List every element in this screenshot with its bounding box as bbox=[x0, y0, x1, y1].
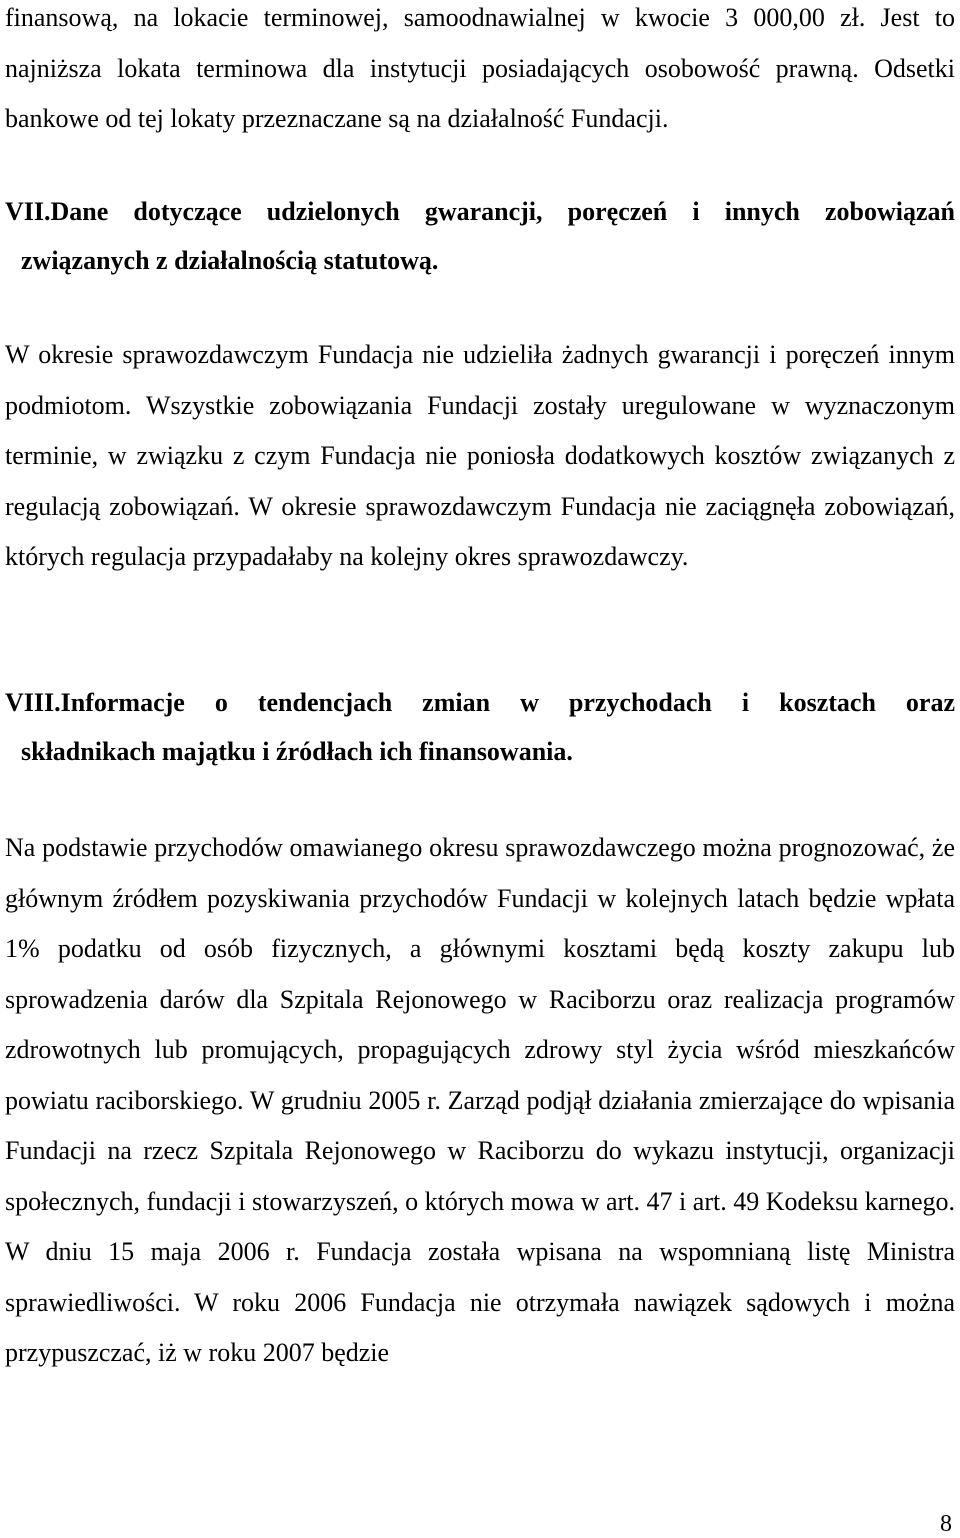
section-7-paragraph: W okresie sprawozdawczym Fundacja nie udzieliła żadnych gwarancji i poręczeń innym podmiotom. Wszystkie zobowiązania Fundacji zostały uregulowane w wyznaczonym terminie, w związku z czym Fundacja nie poniosła dodatkowych kosztów związanych z regulacją zobowiązań. W okresie sprawozdawczym Fundacja nie zaciągnęła zobowiązań, których regulacja przypadałaby na kolejny okres sprawozdawczy. bbox=[5, 340, 955, 571]
section-8-heading-line1 bbox=[5, 678, 955, 727]
section-7-title-line1: Dane dotyczące udzielonych gwarancji, poręczeń i innych zobowiązań bbox=[50, 197, 955, 226]
page-number: 8 bbox=[940, 1511, 952, 1537]
section-8-title-line1: Informacje o tendencjach zmian w przychodach i kosztach oraz bbox=[60, 688, 955, 717]
section-8-heading bbox=[5, 678, 955, 776]
section-7-heading bbox=[5, 187, 955, 285]
section-7-heading-line1 bbox=[5, 187, 955, 236]
intro-paragraph: finansową, na lokacie terminowej, samoodnawialnej w kwocie 3 000,00 zł. Jest to najniższa lokata terminowa dla instytucji posiadających osobowość prawną. Odsetki bankowe od tej lokaty przeznaczane są na działalność Fundacji. bbox=[5, 3, 955, 133]
section-7-title-line2: związanych z działalnością statutową. bbox=[21, 246, 439, 275]
section-8-number: VIII. bbox=[5, 688, 61, 717]
section-8-paragraph: Na podstawie przychodów omawianego okresu sprawozdawczego można prognozować, że głównym źródłem pozyskiwania przychodów Fundacji w kolejnych latach będzie wpłata 1% podatku od osób fizycznych, a głównymi kosztami będą koszty zakupu lub sprowadzenia darów dla Szpitala Rejonowego w Raciborzu oraz realizacja programów zdrowotnych lub promujących, propagujących zdrowy styl życia wśród mieszkańców powiatu raciborskiego. W grudniu 2005 r. Zarząd podjął działania zmierzające do wpisania Fundacji na rzecz Szpitala Rejonowego w Raciborzu do wykazu instytucji, organizacji społecznych, fundacji i stowarzyszeń, o których mowa w art. 47 i art. 49 Kodeksu karnego. W dniu 15 maja 2006 r. Fundacja została wpisana na wspomnianą listę Ministra sprawiedliwości. W roku 2006 Fundacja nie otrzymała nawiązek sądowych i można przypuszczać, iż w roku 2007 będzie bbox=[5, 833, 955, 1367]
section-8-title-line2: składnikach majątku i źródłach ich finansowania. bbox=[21, 737, 573, 766]
section-7-number: VII. bbox=[5, 197, 51, 226]
